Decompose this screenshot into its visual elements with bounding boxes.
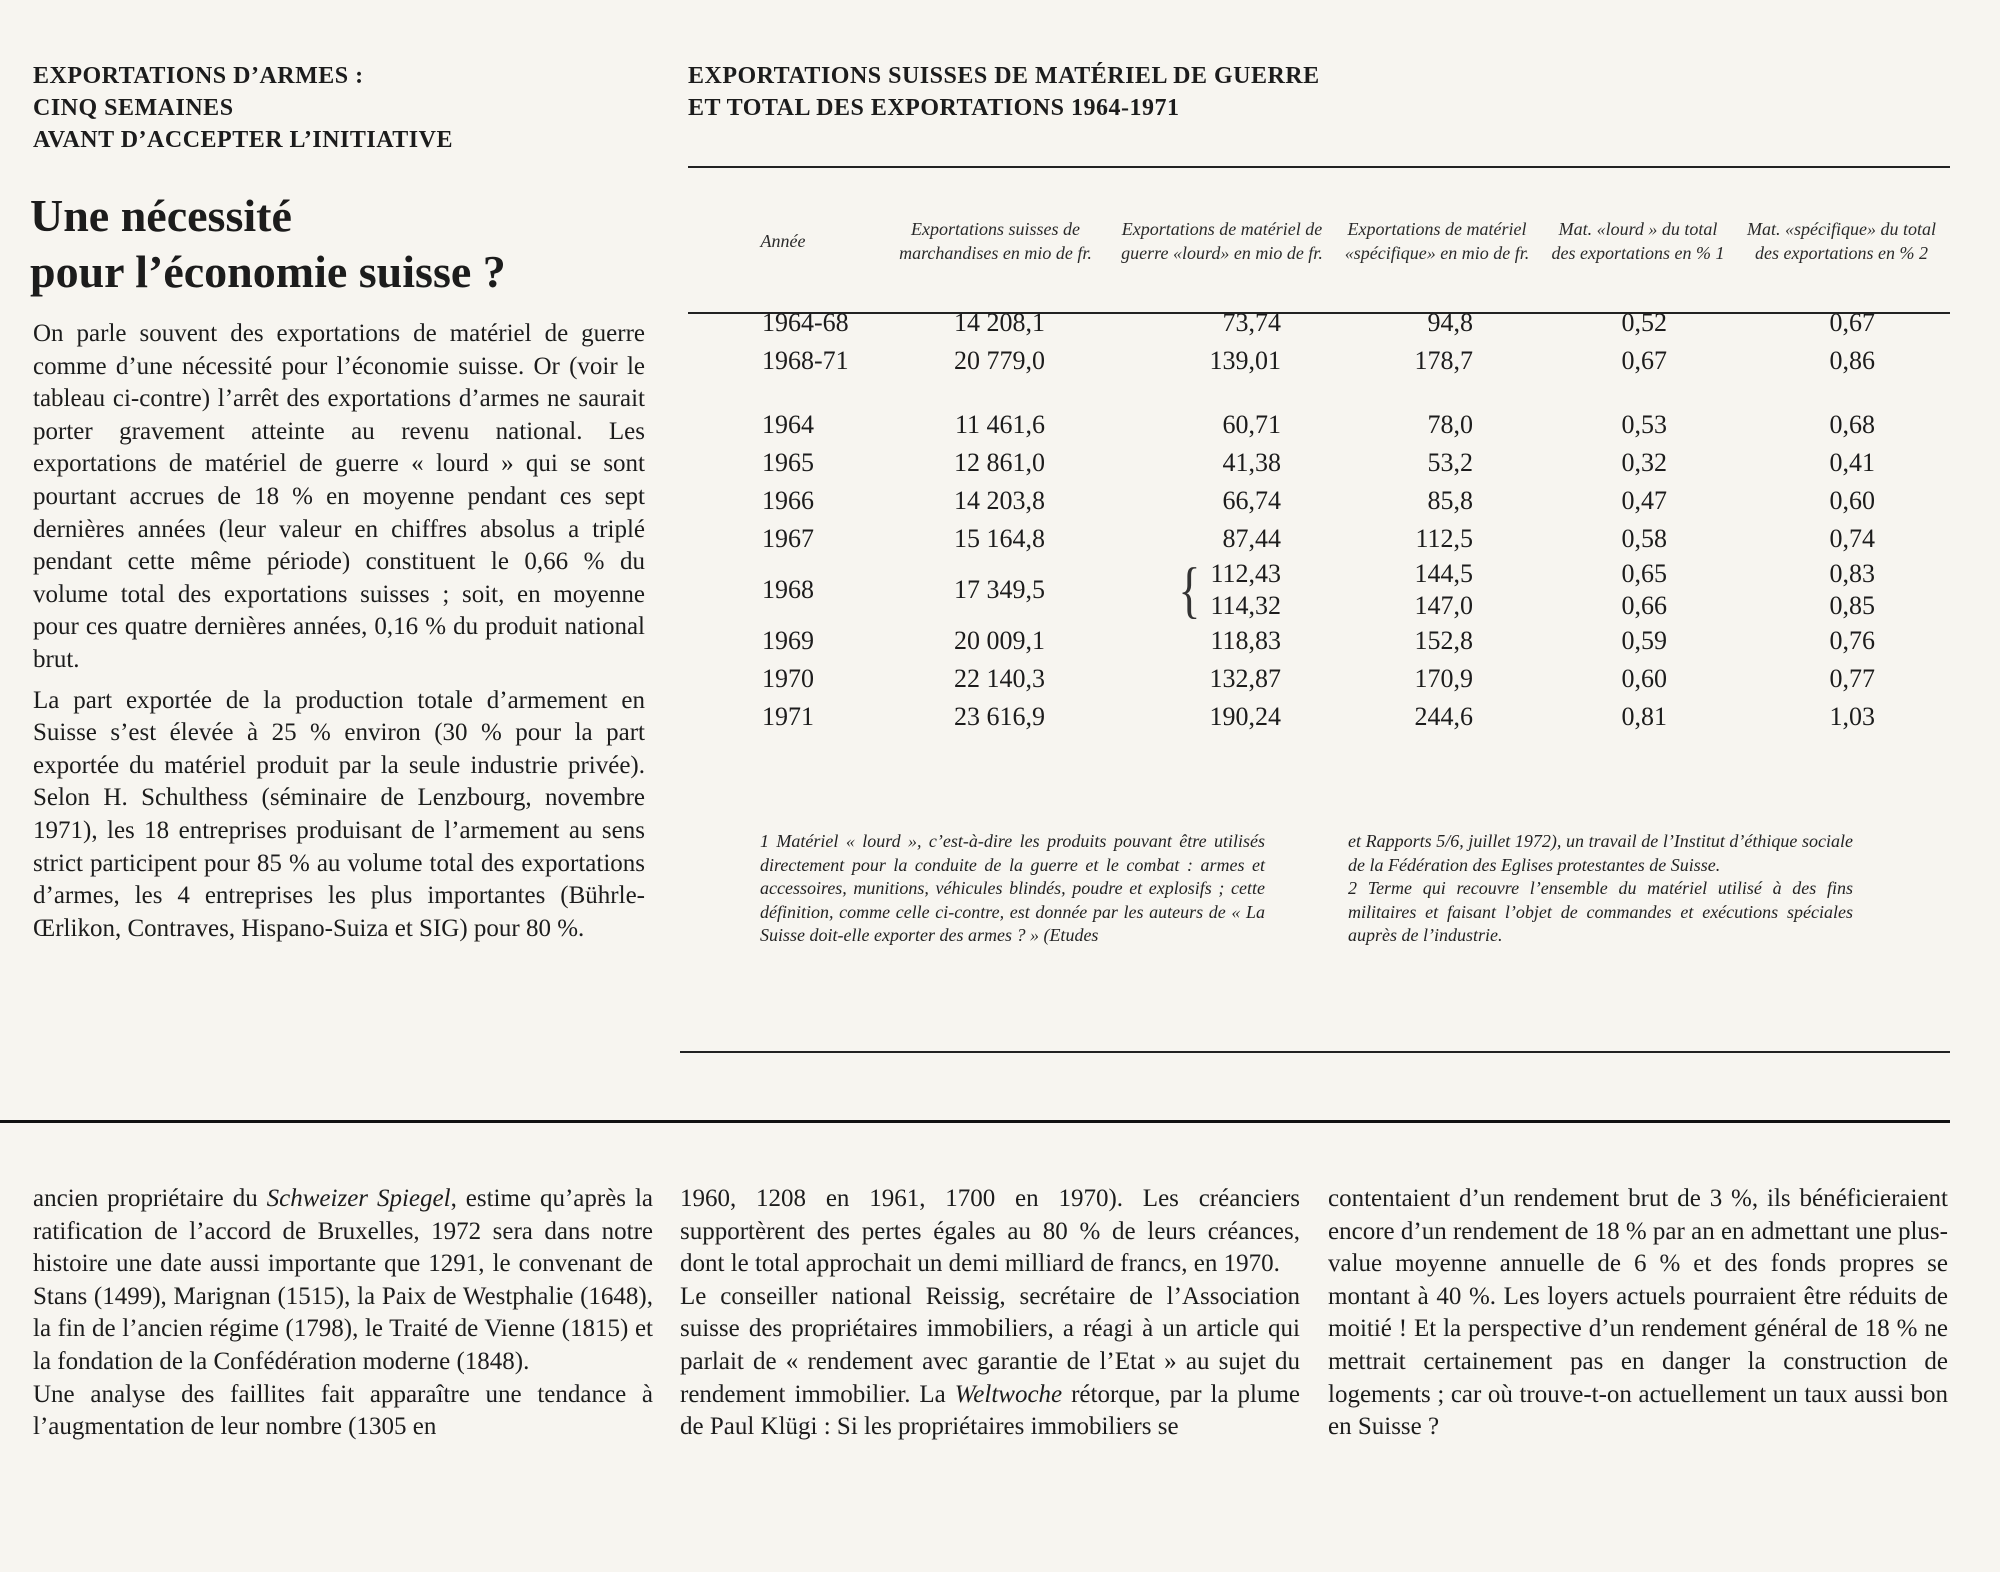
cell-specific: 244,6 — [1414, 702, 1473, 731]
cell-specific-pct-double — [1733, 558, 1950, 622]
table-row — [688, 482, 1950, 520]
table-bottom-rule — [680, 1051, 1950, 1053]
cell-year: 1968 — [762, 575, 814, 604]
table-top-rule — [688, 166, 1950, 168]
bottom-column-1 — [33, 1183, 653, 1444]
cell-heavy-pct: 0,52 — [1621, 308, 1667, 337]
cell-heavy: 132,87 — [1209, 664, 1281, 693]
cell-total: 23 616,9 — [954, 702, 1045, 731]
cell-specific: 85,8 — [1427, 486, 1473, 515]
cell-year: 1970 — [762, 664, 814, 693]
left-article-column — [33, 318, 645, 953]
cell-year: 1964-68 — [762, 308, 849, 337]
table-row — [688, 622, 1950, 660]
table-row — [688, 698, 1950, 736]
bottom-col1-paragraph-2: Une analyse des faillites fait apparaître une tendance à l’augmentation de leur nombre (1305 en — [33, 1380, 653, 1441]
table-title-line-1: EXPORTATIONS SUISSES DE MATÉRIEL DE GUERRE — [688, 63, 1320, 89]
specific-stack — [1331, 558, 1473, 622]
cell-year: 1965 — [762, 448, 814, 477]
cell-heavy-pct: 0,53 — [1621, 410, 1667, 439]
left-paragraph-1: On parle souvent des exportations de matériel de guerre comme d’une nécessité pour l’économie suisse. Or (voir le tableau ci-contre) l’arrêt des exportations d’armes ne saurait porter gravement atteinte au revenu national. Les exportations de matériel de guerre « lourd » qui se sont pourtant accrues de 18 % en moyenne pendant ces sept dernières années (leur valeur en chiffres absolus a triplé pendant cette même période) constituent le 0,66 % du volume total des exportations suisses ; soit, en moyenne pour ces quatre dernières années, 0,16 % du produit national brut. — [33, 320, 645, 673]
cell-specific-pct: 0,68 — [1829, 410, 1875, 439]
exports-table — [688, 182, 1950, 736]
cell-heavy-pct: 0,60 — [1621, 664, 1667, 693]
kicker-line-3: AVANT D’ACCEPTER L’INITIATIVE — [33, 127, 453, 153]
spacer-cell — [688, 380, 1950, 406]
cell-specific: 152,8 — [1414, 626, 1473, 655]
cell-total: 14 208,1 — [954, 308, 1045, 337]
cell-specific-pct: 0,60 — [1829, 486, 1875, 515]
kicker-line-1: EXPORTATIONS D’ARMES : — [33, 63, 364, 89]
heavy-stack — [1210, 558, 1281, 622]
footnote-1 — [760, 830, 1265, 948]
header-total-exports: Exportations suisses de marchandises en mio de fr. — [899, 219, 1092, 263]
cell-heavy: 118,83 — [1210, 626, 1281, 655]
cell-year: 1967 — [762, 524, 814, 553]
bottom-column-1-text — [33, 1183, 653, 1444]
headline-line-2: pour l’économie suisse ? — [30, 246, 506, 297]
cell-heavy-pct: 0,59 — [1621, 626, 1667, 655]
table-title-line-2: ET TOTAL DES EXPORTATIONS 1964-1971 — [688, 95, 1180, 121]
bottom-col2-paragraph-2 — [680, 1281, 1300, 1444]
cell-specific-pct: 0,41 — [1829, 448, 1875, 477]
cell-total: 12 861,0 — [954, 448, 1045, 477]
cell-specific-pct: 0,74 — [1829, 524, 1875, 553]
headline — [30, 188, 650, 300]
footnote-2-text: 2 Terme qui recouvre l’ensemble du matériel utilisé à des fins militaires et faisant l’objet de commandes et exécutions spéciales auprès de l’industrie. — [1348, 878, 1853, 945]
kicker — [33, 60, 633, 156]
kicker-line-2: CINQ SEMAINES — [33, 95, 234, 121]
cell-heavy: 190,24 — [1209, 702, 1281, 731]
cell-year: 1969 — [762, 626, 814, 655]
cell-heavy: 60,71 — [1222, 410, 1281, 439]
bottom-column-2 — [680, 1183, 1300, 1444]
table-row — [688, 660, 1950, 698]
cell-heavy-b: 114,32 — [1210, 591, 1281, 620]
cell-total: 14 203,8 — [954, 486, 1045, 515]
cell-heavy-pct-b: 0,66 — [1621, 591, 1667, 620]
header-specific-exports: Exportations de matériel «spécifique» en mio de fr. — [1344, 219, 1530, 263]
table-row — [688, 300, 1950, 342]
table-row — [688, 444, 1950, 482]
cell-year: 1966 — [762, 486, 814, 515]
cell-total: 11 461,6 — [954, 410, 1045, 439]
cell-heavy-double — [1113, 554, 1331, 624]
footnote-1-text: 1 Matériel « lourd », c’est-à-dire les produits pouvant être utilisés directement pour la conduite de la guerre et le combat : armes et accessoires, munitions, véhicules blindés, poudre et explosifs ; cette définition, comme celle ci-contre, est donnée par les auteurs de « La Suisse doit-elle exporter des armes ? » (Etudes — [760, 831, 1265, 945]
table-spacer-row — [688, 380, 1950, 406]
footnote-1-continued: et Rapports 5/6, juillet 1972), un travail de l’Institut d’éthique sociale de la Fédération des Eglises protestantes de Suisse. — [1348, 831, 1853, 875]
cell-heavy-pct-double — [1543, 558, 1733, 622]
bottom-column-3 — [1328, 1183, 1948, 1444]
cell-specific-pct-b: 0,85 — [1829, 591, 1875, 620]
cell-specific: 94,8 — [1427, 308, 1473, 337]
cell-specific-pct-a: 0,83 — [1829, 559, 1875, 588]
publication-name: Schweizer Spiegel — [266, 1185, 451, 1212]
cell-specific: 178,7 — [1414, 346, 1473, 375]
cell-heavy: 139,01 — [1209, 346, 1281, 375]
text-run: , estime qu’après la ratification de l’accord de Bruxelles, 1972 sera dans notre histoire une date aussi importante que 1291, le convenant de Stans (1499), Marignan (1515), la Paix de Westphalie (1648), la fin de l’ancien régime (1798), le Traité de Vienne (1815) et la fondation de la Confédération moderne (1848). — [33, 1185, 654, 1375]
cell-specific-pct: 0,77 — [1829, 664, 1875, 693]
cell-total: 20 779,0 — [954, 346, 1045, 375]
cell-specific: 78,0 — [1427, 410, 1473, 439]
cell-specific: 112,5 — [1415, 524, 1473, 553]
cell-specific-double — [1331, 558, 1543, 622]
bottom-col1-paragraph-1 — [33, 1183, 653, 1379]
cell-heavy-pct: 0,32 — [1621, 448, 1667, 477]
cell-heavy-pct: 0,47 — [1621, 486, 1667, 515]
table-row-1968 — [688, 558, 1950, 622]
cell-heavy-pct-a: 0,65 — [1621, 559, 1667, 588]
table-title — [688, 60, 1508, 124]
publication-name: Weltwoche — [954, 1380, 1063, 1408]
header-year: Année — [760, 231, 806, 251]
section-divider — [0, 1120, 1950, 1123]
cell-year: 1964 — [762, 410, 814, 439]
cell-heavy-pct: 0,81 — [1621, 702, 1667, 731]
cell-total: 17 349,5 — [954, 575, 1045, 604]
specific-pct-stack — [1733, 558, 1875, 622]
text-run: ancien propriétaire du — [33, 1185, 267, 1212]
cell-specific-pct: 0,76 — [1829, 626, 1875, 655]
bottom-col2-paragraph-1: 1960, 1208 en 1961, 1700 en 1970). Les créanciers supportèrent des pertes égales au 80 % de leurs créances, dont le total approchait un demi milliard de francs, en 1970. — [680, 1185, 1300, 1278]
cell-heavy: 87,44 — [1222, 524, 1281, 553]
header-heavy-exports: Exportations de matériel de guerre «lourd» en mio de fr. — [1121, 219, 1323, 263]
cell-specific-a: 144,5 — [1414, 559, 1473, 588]
cell-total: 15 164,8 — [954, 524, 1045, 553]
cell-year: 1968-71 — [762, 346, 849, 375]
table-row — [688, 406, 1950, 444]
cell-specific-pct: 0,86 — [1829, 346, 1875, 375]
bottom-col3-paragraph-1: contentaient d’un rendement brut de 3 %, ils bénéficieraient encore d’un rendement de 18 % par an en admettant une plus-value moyenne annuelle de 6 % et des fonds propres se montant à 40 %. Les loyers actuels pourraient être réduits de moitié ! Et la perspective d’un rendement général de 18 % ne mettrait certainement pas en danger la construction de logements ; car où trouve-t-on actuellement un taux aussi bon en Suisse ? — [1328, 1185, 1948, 1441]
cell-heavy: 41,38 — [1222, 448, 1281, 477]
cell-specific-pct: 0,67 — [1829, 308, 1875, 337]
cell-heavy-pct: 0,67 — [1621, 346, 1667, 375]
cell-heavy-a: 112,43 — [1210, 559, 1281, 588]
cell-heavy-pct: 0,58 — [1621, 524, 1667, 553]
cell-total: 20 009,1 — [954, 626, 1045, 655]
left-paragraph-2: La part exportée de la production totale d’armement en Suisse s’est élevée à 25 % environ (30 % pour la part exportée du matériel produit par la seule industrie privée). Selon H. Schulthess (séminaire de Lenzbourg, novembre 1971), les 18 entreprises produisant de l’armement au sens strict participent pour 85 % au volume total des exportations d’armes, les 4 entreprises les plus importantes (Bührle-Œrlikon, Contraves, Hispano-Suiza et SIG) pour 80 %. — [33, 686, 645, 942]
cell-specific: 170,9 — [1414, 664, 1473, 693]
cell-specific-pct: 1,03 — [1829, 702, 1875, 731]
headline-line-1: Une nécessité — [30, 190, 292, 241]
cell-total: 22 140,3 — [954, 664, 1045, 693]
table-row — [688, 342, 1950, 380]
header-heavy-percent: Mat. «lourd » du total des exportations en % 1 — [1551, 219, 1725, 263]
table-row — [688, 520, 1950, 558]
cell-specific: 53,2 — [1427, 448, 1473, 477]
text-run: rétorque, par la plume de Paul Klügi : Si les propriétaires immobiliers se — [680, 1380, 1300, 1441]
text-run: Le conseiller national Reissig, secrétaire de l’Association suisse des propriétaires immobiliers, a réagi à un article qui parlait de « rendement avec garantie de l’Etat » au sujet du rendement immobilier. La — [680, 1282, 1300, 1408]
bottom-column-3-text — [1328, 1183, 1948, 1444]
cell-year: 1971 — [762, 702, 814, 731]
cell-specific-b: 147,0 — [1414, 591, 1473, 620]
header-specific-percent: Mat. «spécifique» du total des exportations en % 2 — [1747, 219, 1936, 263]
cell-heavy: 66,74 — [1222, 486, 1281, 515]
bottom-column-2-text — [680, 1183, 1300, 1444]
footnote-2 — [1348, 830, 1853, 948]
brace-glyph: { — [1178, 554, 1201, 624]
cell-heavy: 73,74 — [1222, 308, 1281, 337]
heavy-pct-stack — [1543, 558, 1667, 622]
brace-group — [1113, 554, 1281, 624]
table-header-row — [688, 182, 1950, 300]
